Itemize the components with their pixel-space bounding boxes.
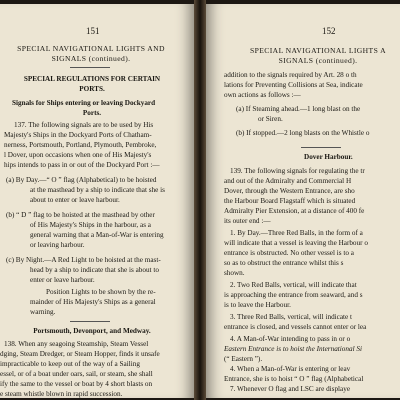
subheading: Signals for Ships entering or leaving Dockyard xyxy=(12,99,156,107)
text-line: is to leave the Harbour. xyxy=(224,301,291,309)
text-line: (a) If Steaming ahead.—1 long blast on the xyxy=(236,105,361,113)
text-line: shown. xyxy=(224,269,245,277)
text-line: entrance is closed, and vessels cannot enter or lea xyxy=(224,323,367,331)
text-line: (b) “ D ” flag to be hoisted at the masthead by other xyxy=(6,211,155,219)
text-line: mainder of His Majesty's Ships as a general xyxy=(30,298,156,306)
right-page xyxy=(206,4,400,398)
text-line: Admiralty Pier Extension, at a distance of 400 fe xyxy=(224,207,365,215)
text-line: the Harbour Board Flagstaff which is situated xyxy=(224,197,356,205)
text-line: 1. By Day.—Three Red Balls, in the form of a xyxy=(230,229,363,237)
text-line: 4. When a Man-of-War is entering or leav xyxy=(230,365,351,373)
text-line: lations for Preventing Collisions at Sea, indicate xyxy=(224,81,363,89)
text-line: (c) By Night.—A Red Light to be hoisted at the mast- xyxy=(6,256,161,264)
text-line: Entrance, she is to hoist “ O ” flag (Alphabetical xyxy=(224,375,364,383)
text-line: Dover, through the Western Entrance, are sho xyxy=(224,187,355,195)
divider-rule xyxy=(70,67,110,68)
text-line: 137. The following signals are to be used by His xyxy=(14,121,154,129)
text-line: general warning that a Man-of-War is entering xyxy=(30,231,164,239)
section-title: PORTS. xyxy=(79,85,105,93)
text-line: impracticable to keep out of the way of a Sailing xyxy=(0,360,140,368)
text-line: 3. Three Red Balls, vertical, will indicate t xyxy=(230,313,353,321)
divider-rule xyxy=(70,321,110,322)
subheading: Ports. xyxy=(82,109,102,117)
book-gutter xyxy=(194,0,206,400)
text-line: warning. xyxy=(30,308,56,316)
text-line: dging, Steam Dredger, or Steam Hopper, finds it unsafe xyxy=(0,350,160,358)
running-head-line: SPECIAL NAVIGATIONAL LIGHTS A xyxy=(250,46,386,55)
running-head-line: SPECIAL NAVIGATIONAL LIGHTS AND xyxy=(17,44,165,53)
text-line: ify the same to the vessel or boat by 4 short blasts on xyxy=(0,380,153,388)
text-line: will indicate that a vessel is leaving the Harbour o xyxy=(224,239,368,247)
text-line: 138. When any seagoing Steamship, Steam Vessel xyxy=(4,340,149,348)
text-line: own actions as follows :— xyxy=(224,91,301,99)
running-head-line: SIGNALS (continued). xyxy=(278,55,358,65)
text-line: or Siren. xyxy=(258,115,283,123)
text-line: about to enter or leave harbour. xyxy=(30,196,120,204)
text-line: l Dover, upon occasions when one of His Majesty's xyxy=(4,151,152,159)
text-line: 4. A Man-of-War intending to pass in or o xyxy=(230,335,351,343)
text-line: nerness, Portsmouth, Portland, Plymouth, Pembroke, xyxy=(4,141,157,149)
text-line: at the masthead by a ship to indicate that she is xyxy=(30,186,165,194)
text-line: (a) By Day.—“ O ” flag (Alphabetical) to be hoisted xyxy=(6,176,157,184)
page-number: 152 xyxy=(322,26,336,36)
text-line: 139. The following signals for regulating the tr xyxy=(230,167,365,175)
text-line: so as to obstruct the entrance whilst this s xyxy=(224,259,344,267)
page-number: 151 xyxy=(86,26,100,36)
left-page xyxy=(0,4,194,398)
text-line: (“ Eastern ”). xyxy=(224,355,263,363)
text-line: its outer end :— xyxy=(224,217,271,225)
text-line: enter or leave harbour. xyxy=(30,276,95,284)
text-line: entrance is obstructed. No other vessel is to a xyxy=(224,249,354,257)
text-line: 7. Whenever O flag and LSC are displaye xyxy=(230,385,351,393)
text-line: and out of the Admiralty and Commercial H xyxy=(224,177,352,185)
text-line: Position Lights to be shown by the re- xyxy=(46,288,156,296)
subheading: Dover Harbour. xyxy=(304,153,353,161)
text-line: addition to the signals required by Art. 28 o th xyxy=(224,71,357,79)
divider-rule xyxy=(301,147,341,148)
text-line: Majesty's Ships in the Dockyard Ports of Chatham- xyxy=(4,131,152,139)
text-line: or leaving harbour. xyxy=(30,241,85,249)
text-line: is approaching the entrance from seaward, and s xyxy=(224,291,363,299)
text-line: of His Majesty's Ships in the harbour, as a xyxy=(30,221,151,229)
text-line: e steam whistle blown in rapid succession. xyxy=(0,390,123,398)
section-title: SPECIAL REGULATIONS FOR CERTAIN xyxy=(23,75,161,83)
text-line: head by a ship to indicate that she is about to xyxy=(30,266,159,274)
running-head xyxy=(4,44,178,63)
subheading: Portsmouth, Devonport, and Medway. xyxy=(33,327,151,335)
text-line: 2. Two Red Balls, vertical, will indicate that xyxy=(230,281,357,289)
text-line: Eastern Entrance is to hoist the International Si xyxy=(224,345,362,353)
text-line: essel, or of a boat under oars, sail, or steam, she shall xyxy=(0,370,153,378)
text-line: (b) If stopped.—2 long blasts on the Whistle o xyxy=(236,129,370,137)
text-line: hips intends to pass in or out of the Dockyard Port :— xyxy=(4,161,160,169)
running-head-line: SIGNALS (continued). xyxy=(51,53,131,63)
running-head xyxy=(218,46,400,65)
